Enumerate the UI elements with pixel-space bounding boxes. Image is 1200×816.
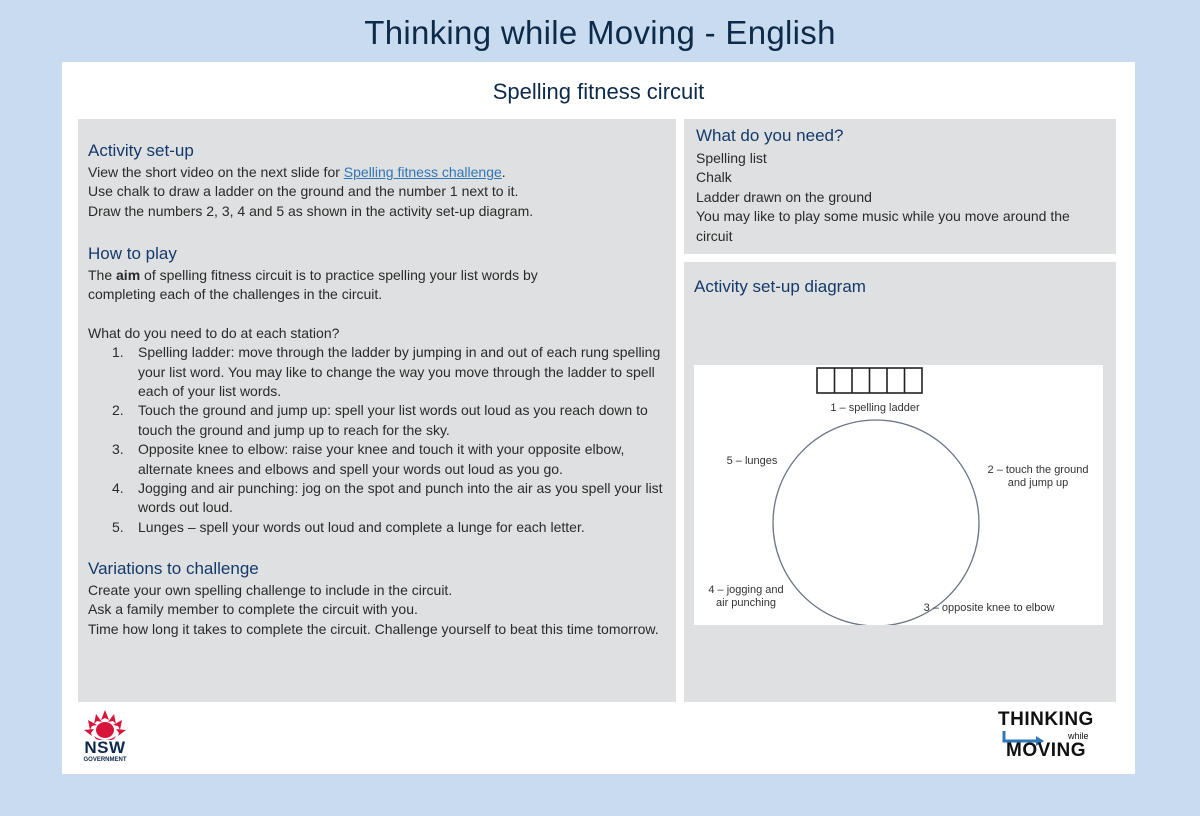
nsw-government-logo [78, 708, 138, 770]
variations-heading: Variations to challenge [88, 559, 259, 578]
page-title: Thinking while Moving - English [364, 14, 836, 51]
how-to-play-text [88, 266, 668, 537]
station-5-label: 5 – lunges [726, 455, 778, 467]
logo-moving: MOVING [1006, 740, 1087, 761]
aim-bold: aim [116, 267, 141, 283]
setup-text [88, 163, 668, 221]
step-number: 4. [112, 480, 124, 497]
diagram-panel [684, 262, 1116, 702]
need-panel [684, 119, 1116, 254]
diagram-heading: Activity set-up diagram [694, 277, 866, 296]
step-item [88, 479, 668, 518]
variations-text [88, 581, 668, 639]
step-number: 5. [112, 518, 124, 535]
station-2-line2: and jump up [1007, 477, 1069, 489]
aim-post: of spelling fitness circuit is to practice spelling your list words by completing each of the challenges in the circuit. [88, 267, 538, 303]
step-item [88, 440, 668, 479]
step-number: 1. [112, 344, 124, 361]
ladder-icon [817, 368, 922, 393]
setup-line1-end: . [501, 164, 506, 180]
station-4-line1: 4 – jogging and [708, 584, 784, 596]
logo-while: while [1068, 731, 1089, 741]
setup-heading: Activity set-up [88, 141, 194, 160]
how-to-play-heading: How to play [88, 244, 177, 263]
nsw-government-text: GOVERNMENT [83, 757, 127, 763]
variation-item: Create your own spelling challenge to include in the circuit. [88, 582, 453, 598]
station-3-label: 3 – opposite knee to elbow [923, 602, 1055, 614]
setup-diagram [694, 365, 1103, 625]
step-number: 3. [112, 441, 124, 458]
station-question: What do you need to do at each station? [88, 324, 340, 341]
slide [62, 62, 1135, 774]
step-text: Lunges – spell your words out loud and complete a lunge for each letter. [138, 518, 585, 535]
step-text: Opposite knee to elbow: raise your knee and touch it with your opposite elbow, alternate knees and elbows and spell your words out loud as you go. [138, 441, 625, 477]
variation-item: Time how long it takes to complete the circuit. Challenge yourself to beat this time tomorrow. [88, 620, 659, 637]
setup-line3: Draw the numbers 2, 3, 4 and 5 as shown in the activity set-up diagram. [88, 202, 534, 219]
step-text: Spelling ladder: move through the ladder by jumping in and out of each rung spelling your list word. You may like to change the way you move through the ladder to spell each of your list words. [138, 344, 661, 400]
step-text: Touch the ground and jump up: spell your list words out loud as you reach down to touch the ground and jump up to reach for the sky. [138, 402, 648, 438]
aim-pre: The [88, 267, 117, 283]
step-item [88, 518, 668, 537]
step-item [88, 401, 668, 440]
step-item [88, 343, 668, 401]
station-4-label [696, 584, 796, 610]
station-2-label [968, 464, 1108, 490]
thinking-while-moving-logo [998, 709, 1113, 769]
setup-line1: View the short video on the next slide for [88, 164, 344, 180]
need-heading: What do you need? [696, 126, 844, 145]
steps-list [88, 343, 668, 537]
step-text: Jogging and air punching: jog on the spot and punch into the air as you spell your list words out loud. [138, 480, 663, 516]
instructions-panel [78, 119, 676, 702]
aim-paragraph [88, 266, 608, 305]
variation-item: Ask a family member to complete the circuit with you. [88, 601, 418, 618]
need-item: Spelling list [696, 150, 767, 166]
step-number: 2. [112, 402, 124, 419]
station-1-label: 1 – spelling ladder [830, 402, 920, 414]
video-link[interactable]: Spelling fitness challenge [343, 164, 502, 180]
nsw-text: NSW [84, 738, 126, 757]
setup-line2: Use chalk to draw a ladder on the ground and the number 1 next to it. [88, 183, 519, 200]
waratah-icon [78, 708, 132, 740]
logo-thinking: THINKING [998, 709, 1094, 730]
need-list [696, 149, 1106, 246]
slide-title: Spelling fitness circuit [492, 79, 705, 104]
station-2-line1: 2 – touch the ground [987, 464, 1089, 476]
circuit-circle [773, 420, 979, 625]
need-item: Ladder drawn on the ground [696, 188, 872, 205]
need-item: You may like to play some music while you move around the circuit [696, 208, 1070, 244]
station-4-line2: air punching [716, 597, 776, 609]
need-item: Chalk [696, 169, 732, 186]
